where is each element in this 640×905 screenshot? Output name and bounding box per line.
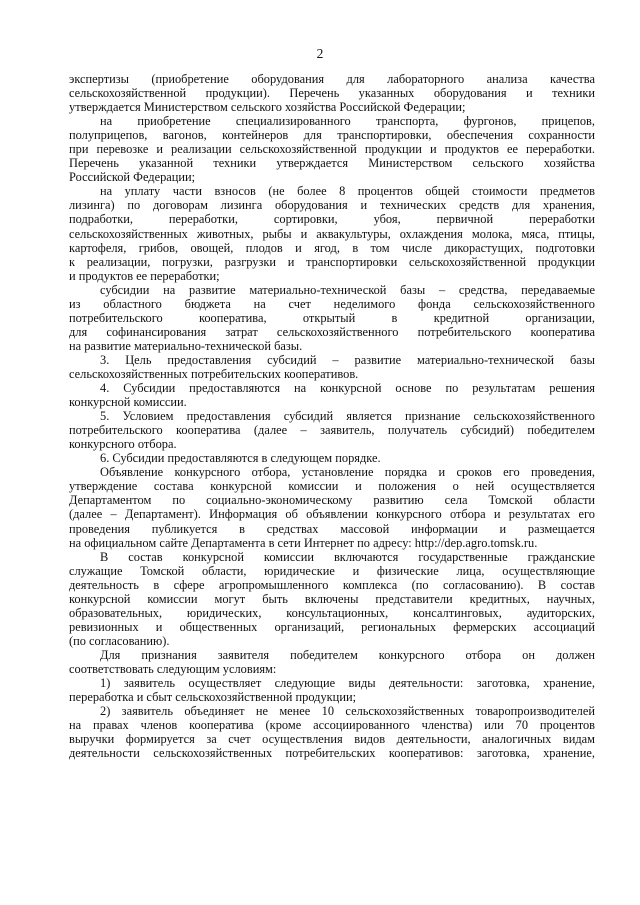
text-line: сельскохозяйственной продукции). Перечень указанных оборудования и техники	[69, 86, 595, 101]
text-line: при перевозке и реализации сельскохозяйственной продукции и продуктов ее переработки.	[69, 142, 595, 157]
text-line: выручки формируется за счет осуществления видов деятельности, аналогичных видам	[69, 732, 595, 747]
text-line: 5. Условием предоставления субсидий является признание сельскохозяйственного	[100, 409, 595, 424]
text-line: к реализации, погрузки, разгрузки и транспортировки сельскохозяйственной продукции	[69, 254, 595, 269]
text-line: для софинансирования затрат сельскохозяйственного потребительского кооператива	[69, 324, 595, 339]
text-line: служащие Томской области, юридические и физические лица, осуществляющие	[69, 563, 595, 578]
text-line: из областного бюджета на счет неделимого фонда сельскохозяйственного	[69, 296, 595, 311]
text-line: Для признания заявителя победителем конкурсного отбора он должен	[100, 647, 595, 662]
text-line: соответствовать следующим условиям:	[69, 661, 277, 676]
text-line: 6. Субсидии предоставляются в следующем порядке.	[100, 451, 381, 466]
text-line: потребительского кооператива (далее – заявитель, получатель субсидий) победителем	[69, 423, 595, 438]
text-line: на приобретение специализированного транспорта, фургонов, прицепов,	[100, 114, 595, 129]
text-line: субсидии на развитие материально-технической базы – средства, передаваемые	[100, 282, 595, 297]
text-line: сельскохозяйственных животных, рыбы и аквакультуры, охлаждения молока, мяса, птицы,	[69, 226, 595, 241]
text-line: потребительского кооператива, открытый в кредитной организации,	[69, 310, 595, 325]
text-line: на официальном сайте Департамента в сети Интернет по адресу: http://dep.agro.tomsk.ru.	[69, 535, 538, 550]
text-line: (далее – Департамент). Информация об объявлении конкурсного отбора и результатах его	[69, 507, 595, 522]
text-line: и продуктов ее переработки;	[69, 268, 220, 283]
text-line: подработки, переработки, сортировки, убоя, первичной переработки	[69, 212, 595, 227]
text-line: переработка и сбыт сельскохозяйственной продукции;	[69, 690, 357, 705]
text-line: полуприцепов, вагонов, контейнеров для транспортировки, обеспечения сохранности	[69, 128, 595, 143]
text-line: В состав конкурсной комиссии включаются государственные гражданские	[100, 549, 595, 564]
text-line: Объявление конкурсного отбора, установление порядка и сроков его проведения,	[100, 465, 595, 480]
text-line: Российской Федерации;	[69, 170, 196, 185]
text-line: 2) заявитель объединяет не менее 10 сельскохозяйственных товаропроизводителей	[100, 704, 595, 719]
text-line: проведения публикуется в средствах массовой информации и размещается	[69, 521, 595, 536]
text-line: ревизионных и общественных организаций, региональных фермерских ассоциаций	[69, 619, 595, 634]
text-line: сельскохозяйственных потребительских кооперативов.	[69, 366, 359, 381]
text-line: деятельности сельскохозяйственных потребительских кооперативов: заготовка, хранение,	[69, 746, 595, 761]
text-line: утверждается Министерством сельского хозяйства Российской Федерации;	[69, 100, 466, 115]
document-body	[69, 72, 595, 760]
text-line: на уплату части взносов (не более 8 процентов общей стоимости предметов	[100, 184, 595, 199]
text-line: Перечень указанной техники утверждается Министерством сельского хозяйства	[69, 156, 595, 171]
text-line: 4. Субсидии предоставляются на конкурсной основе по результатам решения	[100, 381, 595, 396]
text-line: конкурсной комиссии.	[69, 395, 187, 410]
text-line: деятельность в сфере агропромышленного комплекса (по согласованию). В состав	[69, 577, 595, 592]
text-line: экспертизы (приобретение оборудования для лабораторного анализа качества	[69, 72, 595, 86]
text-line: конкурсной комиссии могут быть включены представители кредитных, научных,	[69, 591, 595, 606]
text-line: утверждение состава конкурсной комиссии и положения о ней осуществляется	[69, 479, 595, 494]
text-line: (по согласованию).	[69, 633, 170, 648]
text-line: образовательных, юридических, консультационных, консалтинговых, аудиторских,	[69, 605, 595, 620]
text-line: на развитие материально-технической базы.	[69, 338, 303, 353]
text-line: Департаментом по социально-экономическому развитию села Томской области	[69, 493, 595, 508]
text-line: 3. Цель предоставления субсидий – развитие материально-технической базы	[100, 352, 595, 367]
text-line: на правах членов кооператива (кроме ассоциированного членства) или 70 процентов	[69, 718, 595, 733]
text-line: картофеля, грибов, овощей, плодов и ягод, в том числе дикорастущих, подготовки	[69, 240, 595, 255]
text-line: 1) заявитель осуществляет следующие виды деятельности: заготовка, хранение,	[100, 676, 595, 691]
text-line: конкурсного отбора.	[69, 437, 177, 452]
page-number: 2	[316, 46, 324, 61]
text-line: лизинга) по договорам лизинга оборудования и технических средств для хранения,	[69, 198, 595, 213]
